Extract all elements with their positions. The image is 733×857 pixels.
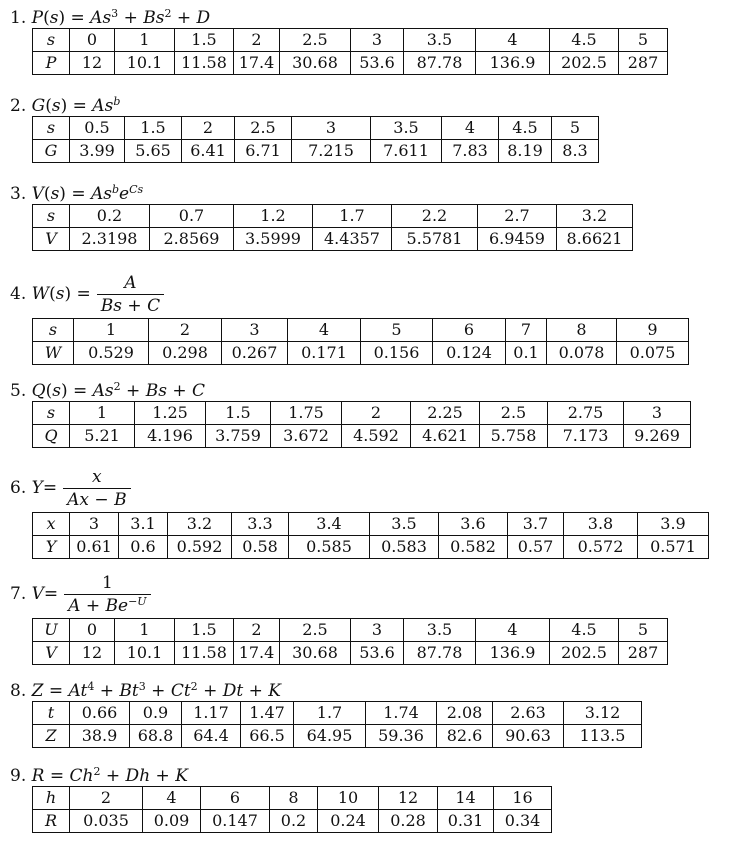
table-cell: 2 (182, 117, 235, 140)
row-label: U (33, 619, 70, 642)
table-cell: 0.529 (74, 342, 149, 365)
table-cell: 5 (619, 29, 668, 52)
table-cell: 1.7 (294, 702, 366, 725)
problem-2 (10, 96, 599, 163)
table-cell: 7.173 (548, 425, 624, 448)
table-cell: 6.9459 (478, 228, 557, 251)
row-label: V (33, 642, 70, 665)
table-cell: 136.9 (476, 642, 550, 665)
row-label: t (33, 702, 70, 725)
table-cell: 0.298 (149, 342, 222, 365)
table-row-output (33, 536, 709, 559)
table-row-input (33, 319, 689, 342)
table-cell: 8.6621 (557, 228, 633, 251)
table-cell: 2 (70, 787, 143, 810)
table-cell: 0 (70, 619, 115, 642)
table-cell: 3.5 (370, 513, 439, 536)
table-cell: 2 (234, 619, 280, 642)
table-row-input (33, 787, 552, 810)
table-cell: 30.68 (280, 642, 351, 665)
table-cell: 1.47 (241, 702, 294, 725)
problem-5 (10, 381, 691, 448)
problem-4 (10, 270, 689, 365)
table-cell: 0.572 (564, 536, 638, 559)
problem-number: 9. (10, 766, 27, 786)
table-cell: 1.25 (135, 402, 206, 425)
table-cell: 17.4 (234, 52, 280, 75)
table-cell: 0.31 (438, 810, 494, 833)
problem-number: 1. (10, 8, 27, 28)
table-cell: 0.9 (130, 702, 182, 725)
table-cell: 4.5 (499, 117, 552, 140)
table-cell: 3.5 (404, 619, 476, 642)
table-cell: 202.5 (550, 52, 619, 75)
table-cell: 3.2 (168, 513, 232, 536)
row-label: W (33, 342, 74, 365)
row-label: s (33, 205, 70, 228)
table-cell: 0.156 (361, 342, 433, 365)
table-cell: 2.8569 (150, 228, 234, 251)
table-row-output (33, 725, 642, 748)
table-cell: 4 (288, 319, 361, 342)
table-cell: 11.58 (175, 642, 234, 665)
table-cell: 3 (222, 319, 288, 342)
table-cell: 0.035 (70, 810, 143, 833)
table-cell: 1.5 (125, 117, 182, 140)
table-cell: 4.4357 (313, 228, 392, 251)
problem-number: 5. (10, 381, 27, 401)
table-cell: 4.5 (550, 29, 619, 52)
table-cell: 3.5999 (234, 228, 313, 251)
data-table (32, 116, 599, 163)
table-cell: 0.075 (617, 342, 689, 365)
row-label: s (33, 402, 70, 425)
table-cell: 3.7 (508, 513, 564, 536)
row-label: R (33, 810, 70, 833)
data-table (32, 618, 668, 665)
table-cell: 5.65 (125, 140, 182, 163)
row-label: s (33, 117, 70, 140)
table-cell: 1 (74, 319, 149, 342)
data-table (32, 401, 691, 448)
table-cell: 87.78 (404, 52, 476, 75)
table-cell: 16 (494, 787, 552, 810)
table-cell: 0.34 (494, 810, 552, 833)
table-row-input (33, 619, 668, 642)
formula-v2: 7. V = $\frac{1}{A + Be^{-U}}$ (10, 570, 668, 618)
table-cell: 7.215 (292, 140, 371, 163)
table-cell: 0.61 (70, 536, 119, 559)
table-cell: 64.95 (294, 725, 366, 748)
table-cell: 0.582 (439, 536, 508, 559)
table-cell: 0.1 (506, 342, 547, 365)
formula-q: 5. $Q(s) = As^2 + Bs + C$ (10, 380, 206, 401)
row-label: V (33, 228, 70, 251)
problem-number: 2. (10, 96, 27, 116)
table-cell: 3.5 (404, 29, 476, 52)
table-cell: 1.5 (175, 619, 234, 642)
table-cell: 64.4 (182, 725, 241, 748)
table-cell: 202.5 (550, 642, 619, 665)
table-cell: 4.5 (550, 619, 619, 642)
table-cell: 2 (149, 319, 222, 342)
table-cell: 6 (433, 319, 506, 342)
row-label: Q (33, 425, 70, 448)
data-table (32, 512, 709, 559)
row-label: h (33, 787, 70, 810)
problem-8 (10, 681, 642, 748)
table-cell: 0.28 (379, 810, 438, 833)
table-row-output (33, 140, 599, 163)
table-cell: 287 (619, 52, 668, 75)
problem-9 (10, 766, 552, 833)
table-row-input (33, 29, 668, 52)
table-row-output (33, 342, 689, 365)
table-cell: 2.5 (280, 29, 351, 52)
table-cell: 4 (476, 29, 550, 52)
table-cell: 14 (438, 787, 494, 810)
table-row-input (33, 702, 642, 725)
table-cell: 3 (351, 29, 404, 52)
table-cell: 1.2 (234, 205, 313, 228)
table-cell: 3.4 (289, 513, 370, 536)
row-label: s (33, 29, 70, 52)
formula-r: 9. $R = Ch^2 + Dh + K$ (10, 765, 188, 786)
table-cell: 2.7 (478, 205, 557, 228)
problem-number: 3. (10, 184, 27, 204)
table-cell: 4 (442, 117, 499, 140)
table-row-output (33, 642, 668, 665)
table-cell: 3.2 (557, 205, 633, 228)
table-cell: 0.09 (143, 810, 201, 833)
data-table (32, 701, 642, 748)
table-cell: 0.171 (288, 342, 361, 365)
data-table (32, 786, 552, 833)
table-cell: 1.5 (206, 402, 271, 425)
table-cell: 10.1 (115, 642, 175, 665)
table-cell: 1.75 (271, 402, 342, 425)
table-cell: 3.759 (206, 425, 271, 448)
fraction: $\frac{1}{A + Be^{-U}}$ (64, 573, 150, 616)
data-table (32, 28, 668, 75)
table-cell: 4.592 (342, 425, 411, 448)
table-cell: 82.6 (437, 725, 493, 748)
table-cell: 2.5 (280, 619, 351, 642)
table-cell: 3.3 (232, 513, 289, 536)
table-cell: 0.7 (150, 205, 234, 228)
table-cell: 3.5 (371, 117, 442, 140)
table-row-output (33, 810, 552, 833)
table-cell: 17.4 (234, 642, 280, 665)
problem-7 (10, 570, 668, 665)
formula-w: 4. W ( s ) = $\frac{A}{Bs + C}$ (10, 270, 689, 318)
table-cell: 90.63 (493, 725, 564, 748)
table-cell: 53.6 (351, 642, 404, 665)
table-cell: 10 (318, 787, 379, 810)
table-cell: 2.25 (411, 402, 480, 425)
table-cell: 2.3198 (70, 228, 150, 251)
table-cell: 1.74 (366, 702, 437, 725)
table-row-output (33, 425, 691, 448)
table-cell: 0.66 (70, 702, 130, 725)
table-row-input (33, 205, 633, 228)
formula-p: 1. $P(s) = As^3 + Bs^2 + D$ (10, 7, 211, 28)
fraction: $\frac{x}{Ax - B}$ (63, 467, 130, 510)
table-cell: 3.12 (564, 702, 642, 725)
formula-z: 8. $Z = At^4 + Bt^3 + Ct^2 + Dt + K$ (10, 680, 281, 701)
table-row-input (33, 402, 691, 425)
table-cell: 2.63 (493, 702, 564, 725)
table-cell: 12 (379, 787, 438, 810)
table-cell: 0.147 (201, 810, 270, 833)
table-cell: 0.583 (370, 536, 439, 559)
table-cell: 68.8 (130, 725, 182, 748)
problem-number: 7. (10, 584, 27, 604)
table-cell: 30.68 (280, 52, 351, 75)
table-cell: 0.585 (289, 536, 370, 559)
row-label: s (33, 319, 74, 342)
row-label: G (33, 140, 70, 163)
table-cell: 0.58 (232, 536, 289, 559)
table-cell: 3.1 (119, 513, 168, 536)
table-cell: 3.6 (439, 513, 508, 536)
table-cell: 287 (619, 642, 668, 665)
table-cell: 10.1 (115, 52, 175, 75)
problem-6 (10, 464, 709, 559)
table-cell: 3 (292, 117, 371, 140)
table-cell: 0.2 (70, 205, 150, 228)
table-cell: 2.5 (235, 117, 292, 140)
table-cell: 3.9 (638, 513, 709, 536)
table-cell: 0.267 (222, 342, 288, 365)
table-cell: 59.36 (366, 725, 437, 748)
formula-y: 6. Y = $\frac{x}{Ax - B}$ (10, 464, 709, 512)
table-cell: 1 (115, 619, 175, 642)
table-row-output (33, 52, 668, 75)
table-cell: 3.672 (271, 425, 342, 448)
table-cell: 12 (70, 642, 115, 665)
table-cell: 6 (201, 787, 270, 810)
data-table (32, 204, 633, 251)
data-table (32, 318, 689, 365)
table-cell: 0.6 (119, 536, 168, 559)
table-cell: 87.78 (404, 642, 476, 665)
table-cell: 4.621 (411, 425, 480, 448)
problem-number: 8. (10, 681, 27, 701)
table-cell: 12 (70, 52, 115, 75)
table-cell: 38.9 (70, 725, 130, 748)
table-cell: 0.57 (508, 536, 564, 559)
problem-number: 4. (10, 284, 27, 304)
table-cell: 7 (506, 319, 547, 342)
table-cell: 11.58 (175, 52, 234, 75)
table-cell: 5 (619, 619, 668, 642)
table-cell: 3 (70, 513, 119, 536)
formula-g: 2. $G(s) = As^b$ (10, 95, 121, 116)
row-label: P (33, 52, 70, 75)
table-cell: 4.196 (135, 425, 206, 448)
problem-number: 6. (10, 478, 27, 498)
table-cell: 0.124 (433, 342, 506, 365)
table-cell: 0.078 (547, 342, 617, 365)
table-cell: 113.5 (564, 725, 642, 748)
table-cell: 0.2 (270, 810, 318, 833)
table-cell: 1.5 (175, 29, 234, 52)
table-cell: 0 (70, 29, 115, 52)
table-cell: 2 (342, 402, 411, 425)
table-cell: 2.5 (480, 402, 548, 425)
row-label: Z (33, 725, 70, 748)
table-cell: 1 (70, 402, 135, 425)
table-cell: 8.3 (552, 140, 599, 163)
table-cell: 6.71 (235, 140, 292, 163)
table-cell: 2.2 (392, 205, 478, 228)
formula-v: 3. $V(s) = As^be^{Cs}$ (10, 183, 144, 204)
table-row-input (33, 513, 709, 536)
table-cell: 5 (361, 319, 433, 342)
table-cell: 0.592 (168, 536, 232, 559)
table-cell: 8 (547, 319, 617, 342)
row-label: x (33, 513, 70, 536)
table-row-output (33, 228, 633, 251)
table-cell: 1 (115, 29, 175, 52)
table-cell: 5.21 (70, 425, 135, 448)
table-cell: 5.5781 (392, 228, 478, 251)
table-cell: 66.5 (241, 725, 294, 748)
table-cell: 2.08 (437, 702, 493, 725)
table-cell: 3.8 (564, 513, 638, 536)
problem-3 (10, 184, 633, 251)
row-label: Y (33, 536, 70, 559)
problem-1 (10, 8, 668, 75)
table-cell: 9 (617, 319, 689, 342)
fraction: $\frac{A}{Bs + C}$ (97, 273, 164, 316)
table-cell: 3 (624, 402, 691, 425)
table-cell: 7.611 (371, 140, 442, 163)
table-cell: 6.41 (182, 140, 235, 163)
table-cell: 0.24 (318, 810, 379, 833)
table-cell: 4 (476, 619, 550, 642)
table-cell: 5.758 (480, 425, 548, 448)
table-cell: 2 (234, 29, 280, 52)
table-cell: 5 (552, 117, 599, 140)
table-cell: 53.6 (351, 52, 404, 75)
table-cell: 3 (351, 619, 404, 642)
table-cell: 1.17 (182, 702, 241, 725)
table-cell: 2.75 (548, 402, 624, 425)
table-cell: 7.83 (442, 140, 499, 163)
table-cell: 8 (270, 787, 318, 810)
table-cell: 8.19 (499, 140, 552, 163)
table-cell: 3.99 (70, 140, 125, 163)
table-cell: 4 (143, 787, 201, 810)
table-cell: 0.5 (70, 117, 125, 140)
table-cell: 1.7 (313, 205, 392, 228)
table-row-input (33, 117, 599, 140)
table-cell: 136.9 (476, 52, 550, 75)
table-cell: 9.269 (624, 425, 691, 448)
table-cell: 0.571 (638, 536, 709, 559)
